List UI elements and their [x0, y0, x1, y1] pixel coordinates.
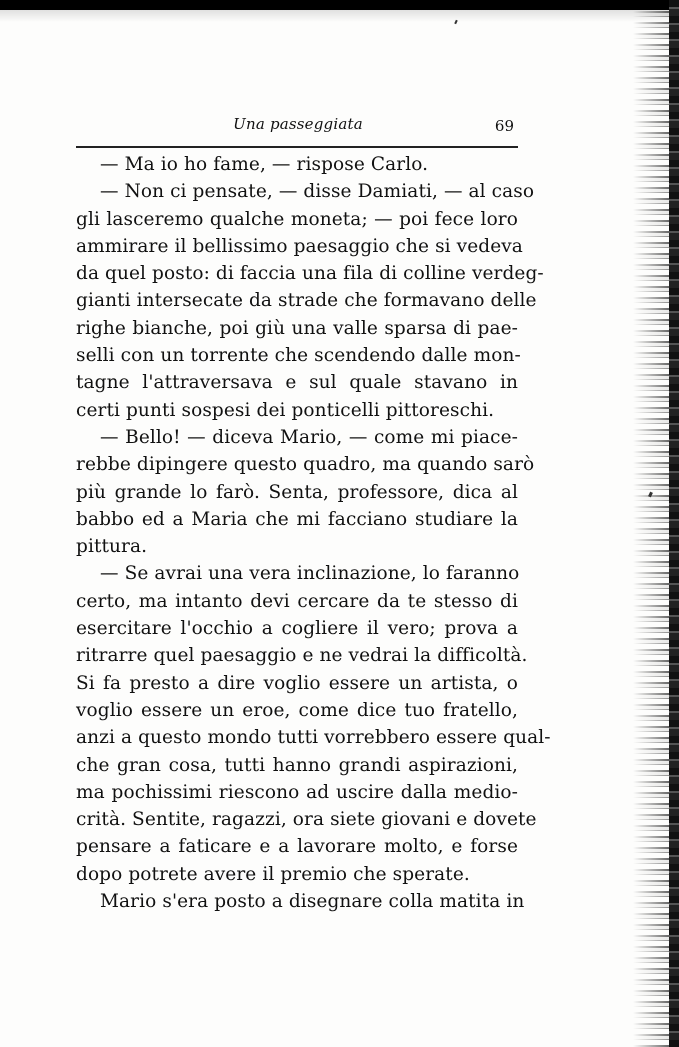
text-line: — Se avrai una vera inclinazione, lo faranno: [100, 563, 520, 585]
text-line: ammirare il bellissimo paesaggio che si vedeva: [76, 235, 523, 257]
text-line: ritrarre quel paesaggio e ne vedrai la difficoltà.: [76, 645, 528, 667]
text-line: righe bianche, poi giù una valle sparsa di pae-: [76, 317, 518, 339]
scan-speck: [454, 20, 458, 24]
text-line: esercitare l'occhio a cogliere il vero; prova a: [76, 618, 518, 640]
scan-right-edge-border: [669, 0, 679, 1047]
text-line: che gran cosa, tutti hanno grandi aspirazioni,: [76, 754, 518, 776]
text-line: tagne l'attraversava e sul quale stavano in: [76, 372, 518, 394]
text-line: più grande lo farò. Senta, professore, dica al: [76, 481, 518, 503]
text-line: selli con un torrente che scendendo dalle mon-: [76, 345, 521, 367]
text-line: — Non ci pensate, — disse Damiati, — al caso: [100, 181, 535, 203]
text-line: ma pochissimi riescono ad uscire dalla medio-: [76, 781, 518, 803]
scan-top-border: [0, 0, 679, 10]
text-line: — Bello! — diceva Mario, — come mi piace-: [100, 426, 518, 448]
text-line: babbo ed a Maria che mi facciano studiare la: [76, 508, 518, 530]
page-number: 69: [494, 117, 514, 135]
header-rule: [76, 146, 518, 148]
text-line: gli lasceremo qualche moneta; — poi fece loro: [76, 208, 518, 230]
text-line: certi punti sospesi dei ponticelli pittoreschi.: [76, 399, 495, 421]
text-line: — Ma io ho fame, — rispose Carlo.: [100, 154, 429, 175]
text-line: certo, ma intanto devi cercare da te stesso di: [76, 590, 518, 612]
text-line: pensare a faticare e a lavorare molto, e forse: [76, 836, 518, 858]
text-line: Mario s'era posto a disegnare colla matita in: [100, 891, 525, 913]
text-line: rebbe dipingere questo quadro, ma quando sarò: [76, 454, 535, 476]
running-title: Una passeggiata: [233, 115, 363, 133]
text-line: pittura.: [76, 536, 148, 558]
body-text: [76, 151, 551, 915]
running-header: [76, 115, 520, 139]
text-line: da quel posto: di faccia una fila di colline verdeg-: [76, 263, 544, 285]
text-line: gianti intersecate da strade che formavano delle: [76, 290, 537, 312]
text-line: voglio essere un eroe, come dice tuo fratello,: [76, 699, 518, 721]
text-line: crità. Sentite, ragazzi, ora siete giovani e dovete: [76, 809, 537, 831]
text-line: dopo potrete avere il premio che sperate.: [76, 863, 470, 885]
scan-top-shadow: [0, 10, 679, 22]
text-line: anzi a questo mondo tutti vorrebbero essere qual-: [76, 727, 551, 749]
text-line: Si fa presto a dire voglio essere un artista, o: [76, 672, 518, 694]
